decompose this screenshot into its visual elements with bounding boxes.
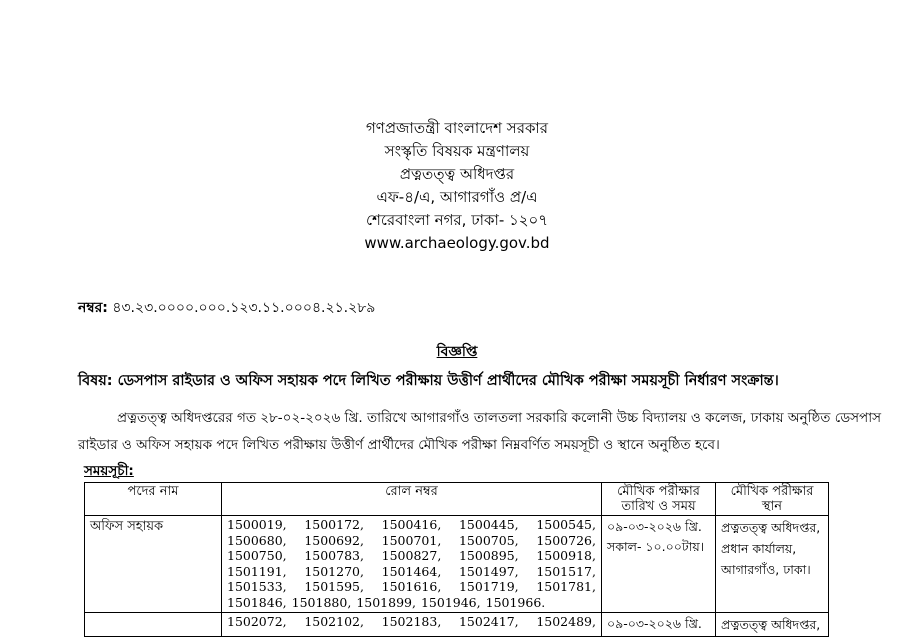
roll-number: 1500019,	[227, 517, 287, 532]
address-line-2: শেরেবাংলা নগর, ঢাকা- ১২০৭	[365, 211, 549, 229]
roll-number: 1500445,	[458, 517, 519, 532]
subject-line	[78, 370, 779, 394]
header-venue-line-1: মৌখিক পরীক্ষার	[730, 484, 814, 499]
roll-number: 1501191,	[227, 563, 287, 579]
roll-number: 1500827,	[381, 548, 442, 564]
roll-number: 1500726,	[536, 532, 596, 548]
venue-line-2: প্রধান কার্যালয়,	[721, 541, 797, 556]
roll-line	[227, 595, 596, 611]
schedule-table	[84, 482, 829, 637]
table-row	[85, 516, 829, 613]
exam-date: ০৯-০৩-২০২৬ খ্রি.	[607, 615, 702, 631]
roll-number: 1501966.	[485, 594, 546, 610]
roll-number: 1501533,	[227, 579, 287, 595]
roll-number: 1502417,	[458, 613, 519, 629]
roll-number: 1500895,	[458, 548, 519, 564]
roll-number: 1502489,	[536, 613, 596, 629]
roll-number: 1501719,	[458, 579, 519, 595]
venue-line-1: প্রত্নতত্ত্ব অধিদপ্তর,	[721, 520, 821, 535]
post-cell: অফিস সহায়ক	[85, 516, 222, 613]
reference-value: ৪৩.২৩.০০০০.০০০.১২৩.১১.০০০৪.২১.২৮৯	[112, 300, 376, 316]
roll-number: 1500705,	[458, 532, 519, 548]
roll-line	[227, 548, 596, 564]
roll-number: 1502183,	[381, 613, 442, 629]
header-roll: রোল নম্বর	[222, 483, 602, 516]
roll-line	[227, 614, 596, 630]
roll-number: 1501464,	[381, 563, 442, 579]
roll-number: 1501270,	[304, 563, 364, 579]
schedule-label: সময়সূচী:	[84, 463, 134, 479]
table-header-row	[85, 483, 829, 516]
reference-label: নম্বর:	[78, 300, 108, 316]
venue-line-3: আগারগাঁও, ঢাকা।	[721, 562, 811, 577]
exam-date: ০৯-০৩-২০২৬ খ্রি.	[607, 519, 702, 534]
datetime-cell	[602, 612, 716, 636]
roll-number: 1500545,	[536, 517, 596, 532]
body-line-2: রাইডার ও অফিস সহায়ক পদে লিখিত পরীক্ষায় উত্তীর্ণ প্রার্থীদের মৌখিক পরীক্ষা নিম্নবর্ণিত সময়সূচী ও স্থানে অনুষ্ঠিত হবে।	[78, 437, 720, 453]
roll-number: 1500783,	[304, 548, 364, 564]
subject-label: বিষয়:	[78, 373, 113, 389]
roll-line	[227, 564, 596, 580]
post-cell	[85, 612, 222, 636]
header-venue-line-2: স্থান	[761, 499, 783, 514]
roll-number: 1501846,	[227, 594, 287, 610]
notice-title: বিজ্ঞপ্তি	[436, 344, 478, 360]
header-datetime	[602, 483, 716, 516]
venue-line-1: প্রত্নতত্ত্ব অধিদপ্তর,	[721, 616, 821, 632]
roll-number: 1500692,	[304, 532, 364, 548]
venue-cell	[716, 516, 829, 613]
ministry-name: সংস্কৃতি বিষয়ক মন্ত্রণালয়	[384, 142, 530, 160]
roll-number: 1500918,	[536, 548, 596, 564]
body-line-1: প্রত্নতত্ত্ব অধিদপ্তরের গত ২৮-০২-২০২৬ খ্রি. তারিখে আগারগাঁও তালতলা সরকারি কলোনী উচ্চ বিদ্যালয় ও কলেজ, ঢাকায় অনুষ্ঠিত ডেসপাস	[117, 410, 882, 426]
roll-number: 1501899,	[356, 594, 416, 610]
roll-number: 1501946,	[420, 594, 481, 610]
roll-number: 1501781,	[536, 579, 596, 595]
reference-number	[78, 296, 375, 320]
department-name: প্রত্নতত্ত্ব অধিদপ্তর	[399, 165, 515, 183]
address-line-1: এফ-৪/এ, আগারগাঁও প্র/এ	[376, 188, 538, 206]
roll-cell	[222, 516, 602, 613]
header-venue	[716, 483, 829, 516]
roll-number: 1502072,	[227, 613, 287, 629]
exam-time: সকাল- ১০.০০টায়।	[607, 539, 705, 554]
roll-line	[227, 517, 596, 533]
roll-line	[227, 533, 596, 549]
government-name: গণপ্রজাতন্ত্রী বাংলাদেশ সরকার	[365, 119, 549, 137]
roll-number: 1501517,	[536, 563, 596, 579]
roll-number: 1502102,	[304, 613, 364, 629]
roll-number: 1500701,	[381, 532, 442, 548]
roll-number: 1501880,	[291, 594, 352, 610]
table-row	[85, 612, 829, 636]
header-post: পদের নাম	[85, 483, 222, 516]
roll-number: 1501497,	[458, 563, 519, 579]
roll-line	[227, 579, 596, 595]
roll-cell	[222, 612, 602, 636]
datetime-cell	[602, 516, 716, 613]
roll-number: 1500172,	[304, 517, 364, 532]
roll-number: 1501616,	[381, 579, 442, 595]
roll-number: 1500750,	[227, 548, 287, 564]
roll-number: 1500680,	[227, 532, 287, 548]
roll-number: 1500416,	[381, 517, 442, 532]
subject-text: ডেসপাস রাইডার ও অফিস সহায়ক পদে লিখিত পরীক্ষায় উত্তীর্ণ প্রার্থীদের মৌখিক পরীক্ষা সময়সূচী নির্ধারণ সংক্রান্ত।	[117, 373, 779, 389]
roll-number: 1501595,	[304, 579, 364, 595]
header-datetime-line-1: মৌখিক পরীক্ষার	[617, 484, 700, 499]
header-datetime-line-2: তারিখ ও সময়	[621, 499, 696, 514]
website-link[interactable]: www.archaeology.gov.bd	[364, 234, 550, 252]
venue-cell	[716, 612, 829, 636]
